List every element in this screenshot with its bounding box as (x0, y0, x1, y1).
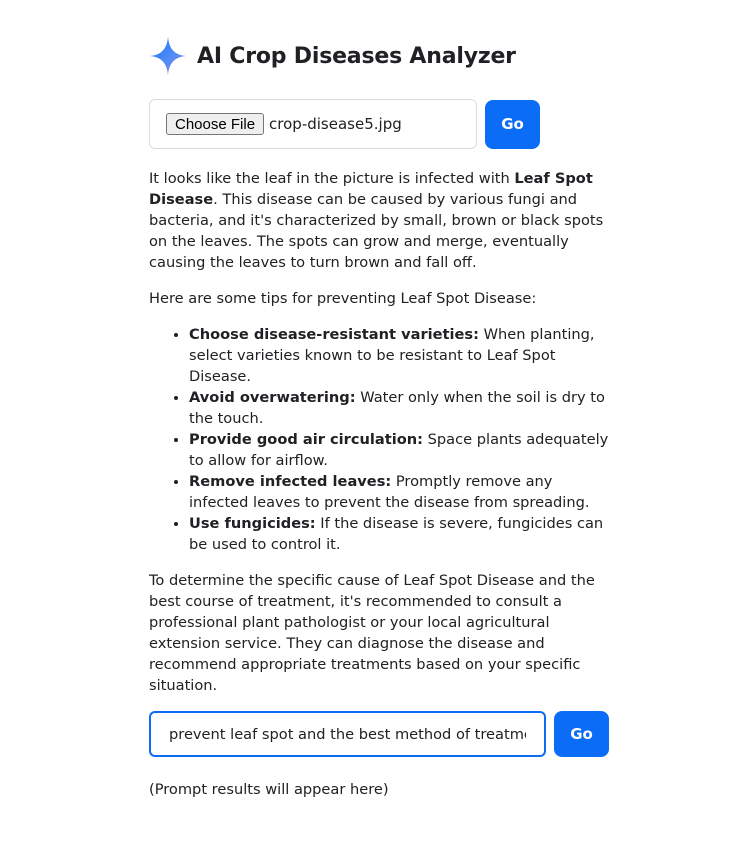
page-title: AI Crop Diseases Analyzer (197, 43, 516, 69)
tip-item (189, 324, 611, 387)
tips-list (149, 324, 611, 555)
intro-description: . This disease can be caused by various fungi and bacteria, and it's characterized by small, brown or black spots on the leaves. The spots can grow and merge, eventually causing the leaves to turn brown and fall off. (149, 191, 604, 271)
prompt-results: (Prompt results will appear here) (149, 781, 389, 798)
header (149, 36, 611, 76)
selected-file-name: crop-disease5.jpg (269, 115, 402, 133)
tip-item (189, 471, 611, 513)
tip-text: Water only when the soil is dry to the touch. (189, 389, 605, 427)
prompt-form (149, 711, 611, 757)
tip-title: Avoid overwatering: (189, 389, 356, 406)
file-input[interactable] (149, 99, 477, 149)
tip-text: If the disease is severe, fungicides can be used to control it. (189, 515, 604, 553)
prompt-input[interactable] (149, 711, 546, 757)
analysis-output (149, 168, 611, 696)
upload-form (149, 99, 611, 149)
tip-title: Provide good air circulation: (189, 431, 423, 448)
tip-title: Use fungicides: (189, 515, 316, 532)
upload-go-button[interactable]: Go (485, 100, 540, 149)
analysis-conclusion: To determine the specific cause of Leaf Spot Disease and the best course of treatment, it's recommended to consult a professional plant pathologist or your local agricultural extension service. They can diagnose the disease and recommend appropriate treatments based on your specific situation. (149, 572, 595, 694)
choose-file-button[interactable]: Choose File (166, 113, 264, 135)
tip-item (189, 429, 611, 471)
disease-name: Leaf Spot Disease (149, 170, 593, 208)
tips-heading: Here are some tips for preventing Leaf Spot Disease: (149, 290, 537, 307)
main-container (149, 36, 611, 798)
tip-item (189, 513, 611, 555)
intro-text: It looks like the leaf in the picture is infected with (149, 170, 515, 187)
analysis-intro (149, 168, 611, 273)
tip-text: When planting, select varieties known to be resistant to Leaf Spot Disease. (189, 326, 595, 385)
tip-title: Choose disease-resistant varieties: (189, 326, 479, 343)
tip-item (189, 387, 611, 429)
sparkle-icon (149, 36, 187, 76)
tip-title: Remove infected leaves: (189, 473, 392, 490)
tip-text: Promptly remove any infected leaves to prevent the disease from spreading. (189, 473, 590, 511)
tip-text: Space plants adequately to allow for airflow. (189, 431, 609, 469)
prompt-go-button[interactable]: Go (554, 711, 609, 757)
